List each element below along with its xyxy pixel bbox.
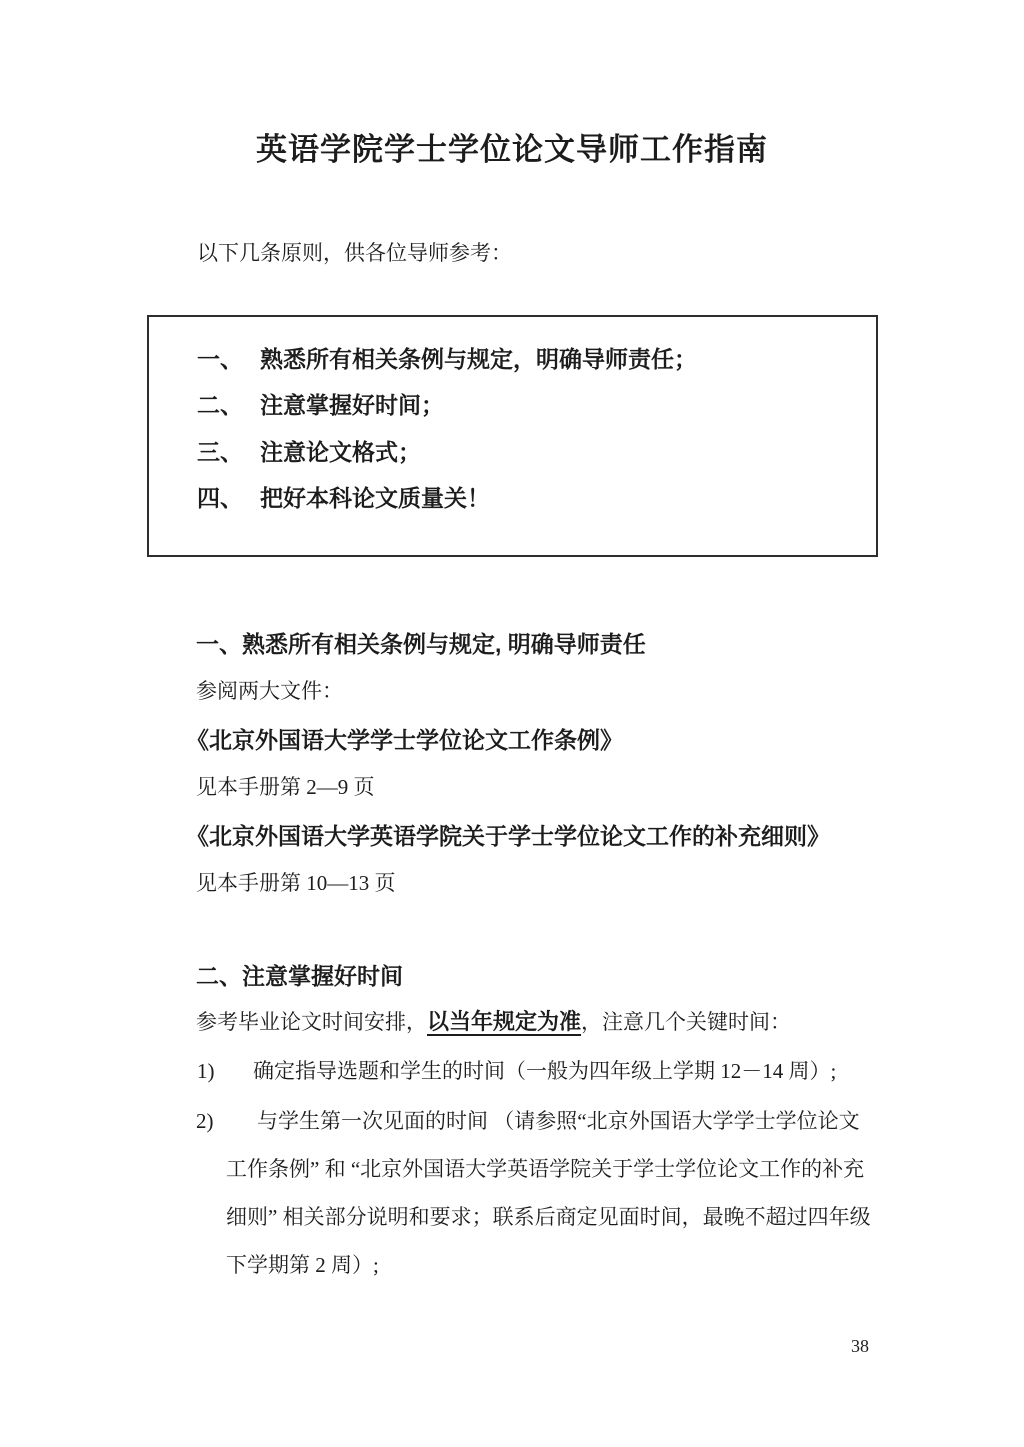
list-item-line: 下学期第 2 周）; [226, 1253, 379, 1277]
section1-heading: 一、熟悉所有相关条例与规定, 明确导师责任 [196, 631, 646, 657]
section1-doc1-title: 《北京外国语大学学士学位论文工作条例》 [186, 727, 623, 753]
list-item-text: 注意掌握好时间； [260, 392, 444, 418]
page-title: 英语学院学士学位论文导师工作指南 [256, 132, 768, 167]
list-marker: 2) [196, 1109, 214, 1133]
list-marker: 三、 [197, 439, 243, 465]
section1-refer-line: 参阅两大文件： [196, 679, 343, 703]
list-item-text: 把好本科论文质量关！ [260, 485, 490, 511]
list-item-text: 注意论文格式； [260, 439, 421, 465]
principles-box [147, 315, 878, 557]
list-item-line: 与学生第一次见面的时间 （请参照“北京外国语大学学士学位论文 [257, 1109, 860, 1133]
list-item-text: 确定指导选题和学生的时间（一般为四年级上学期 12－14 周）; [253, 1059, 837, 1083]
list-marker: 四、 [197, 485, 243, 511]
section1-doc2-title: 《北京外国语大学英语学院关于学士学位论文工作的补充细则》 [186, 823, 830, 849]
paragraph-text: 参考毕业论文时间安排， [196, 1010, 427, 1034]
paragraph-emphasis: 以当年规定为准 [427, 1009, 582, 1034]
list-marker: 1) [197, 1059, 215, 1083]
section1-doc2-pages: 见本手册第 10—13 页 [196, 871, 396, 895]
intro-line: 以下几条原则，供各位导师参考： [197, 241, 512, 265]
section1-doc1-pages: 见本手册第 2—9 页 [196, 775, 375, 799]
list-item-line: 细则” 相关部分说明和要求；联系后商定见面时间，最晚不超过四年级 [226, 1205, 871, 1229]
list-item-line: 工作条例” 和 “北京外国语大学英语学院关于学士学位论文工作的补充 [226, 1157, 865, 1181]
list-item-text: 熟悉所有相关条例与规定，明确导师责任； [260, 346, 697, 372]
list-marker: 一、 [197, 346, 243, 372]
list-marker: 二、 [197, 392, 243, 418]
section2-paragraph [196, 1008, 791, 1036]
page-number: 38 [851, 1336, 869, 1356]
section2-heading: 二、注意掌握好时间 [196, 963, 403, 989]
paragraph-text: ，注意几个关键时间： [581, 1010, 792, 1034]
